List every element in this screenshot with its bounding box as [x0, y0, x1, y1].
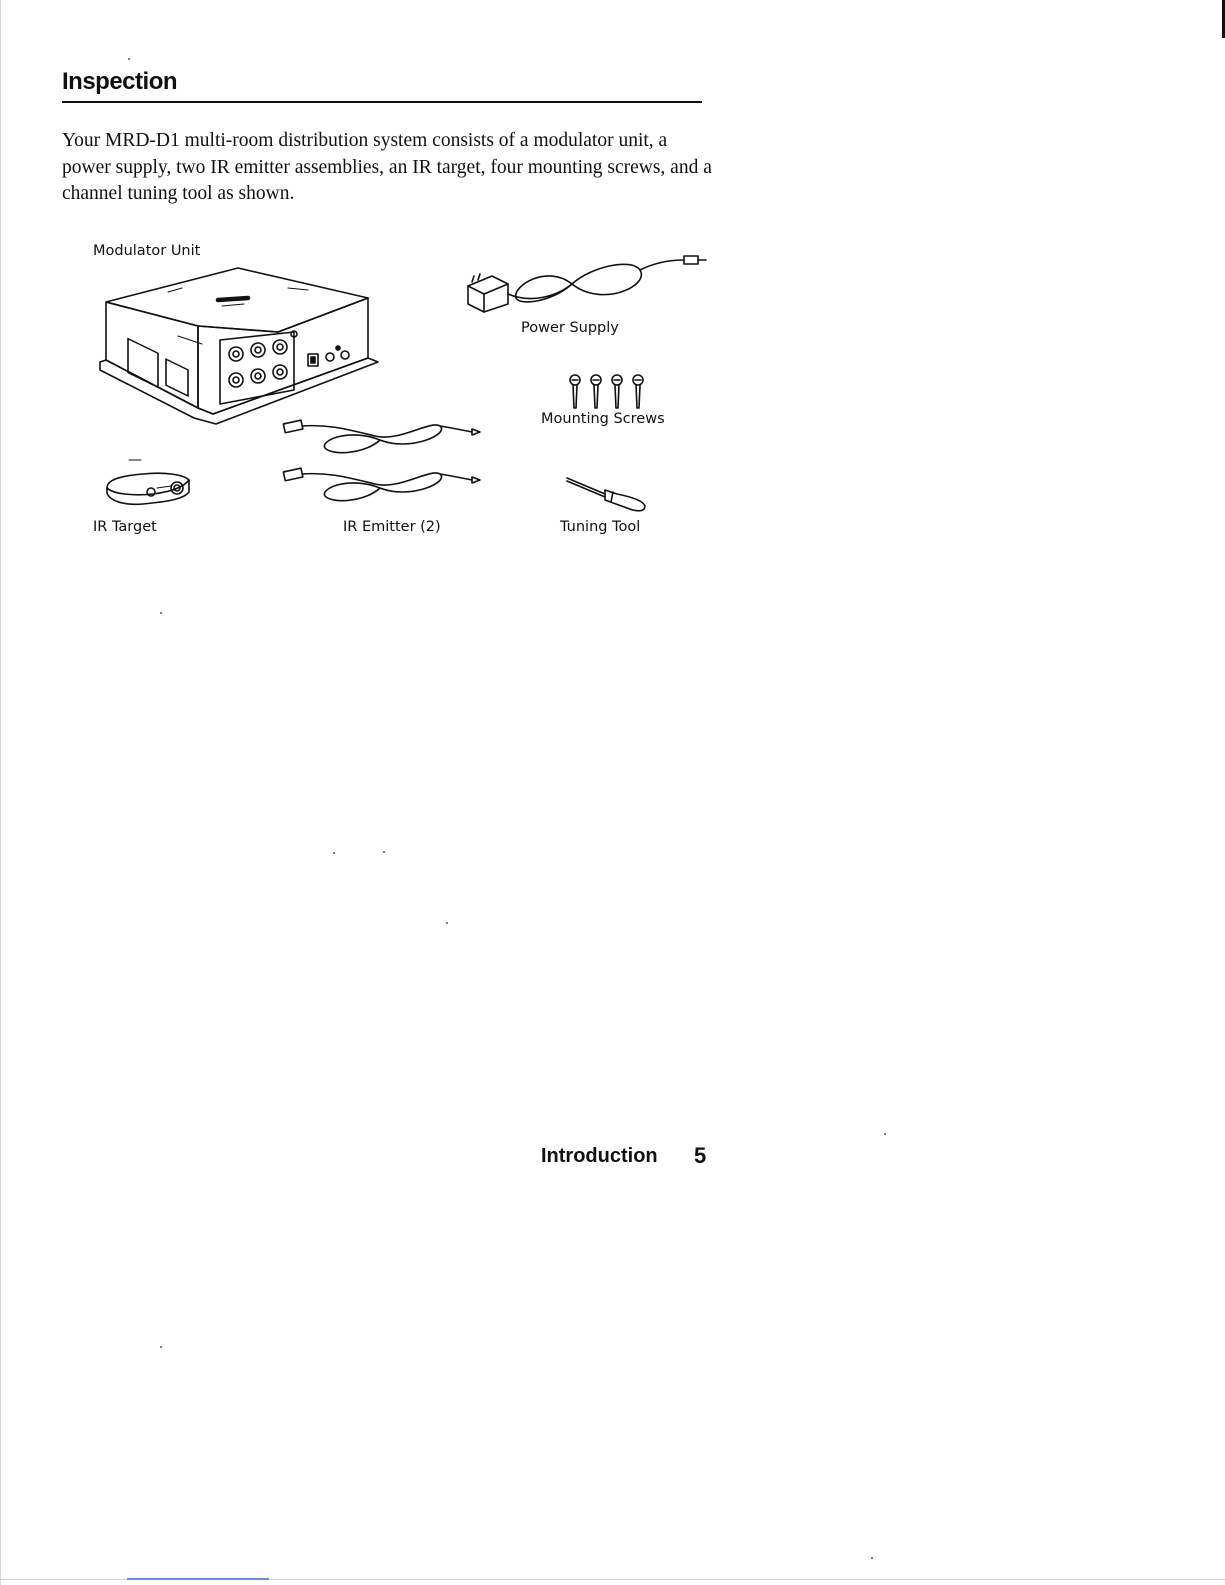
label-mounting-screws: Mounting Screws — [541, 411, 665, 427]
ir-target-illustration — [103, 458, 195, 510]
label-power-supply: Power Supply — [521, 320, 619, 336]
scan-speck — [383, 851, 385, 853]
intro-paragraph: Your MRD-D1 multi-room distribution system consists of a modulator unit, a power supply, two IR emitter assemblies, an IR target, four mounting screws, and a channel tuning tool as shown. — [62, 130, 712, 204]
label-ir-emitter: IR Emitter (2) — [343, 519, 441, 535]
scan-speck — [160, 612, 162, 614]
page-bottom-mark — [127, 1578, 269, 1580]
ir-emitter-illustration — [280, 410, 485, 510]
page-border — [0, 0, 1, 1585]
title-rule — [62, 101, 702, 103]
tuning-tool-illustration — [565, 472, 655, 516]
scan-speck — [446, 922, 448, 924]
scan-speck — [333, 852, 335, 854]
mounting-screws-illustration — [567, 372, 657, 412]
page-title: Inspection — [62, 68, 178, 95]
scan-speck — [884, 1133, 886, 1135]
scan-speck — [871, 1557, 873, 1559]
scan-speck — [160, 1346, 162, 1348]
label-ir-target: IR Target — [93, 519, 157, 535]
label-modulator-unit: Modulator Unit — [93, 243, 201, 259]
power-supply-illustration — [462, 246, 707, 316]
footer-section-name: Introduction — [541, 1145, 658, 1167]
modulator-unit-illustration — [98, 262, 383, 427]
scan-speck — [128, 58, 130, 60]
label-tuning-tool: Tuning Tool — [560, 519, 641, 535]
footer-page-number: 5 — [694, 1143, 707, 1168]
